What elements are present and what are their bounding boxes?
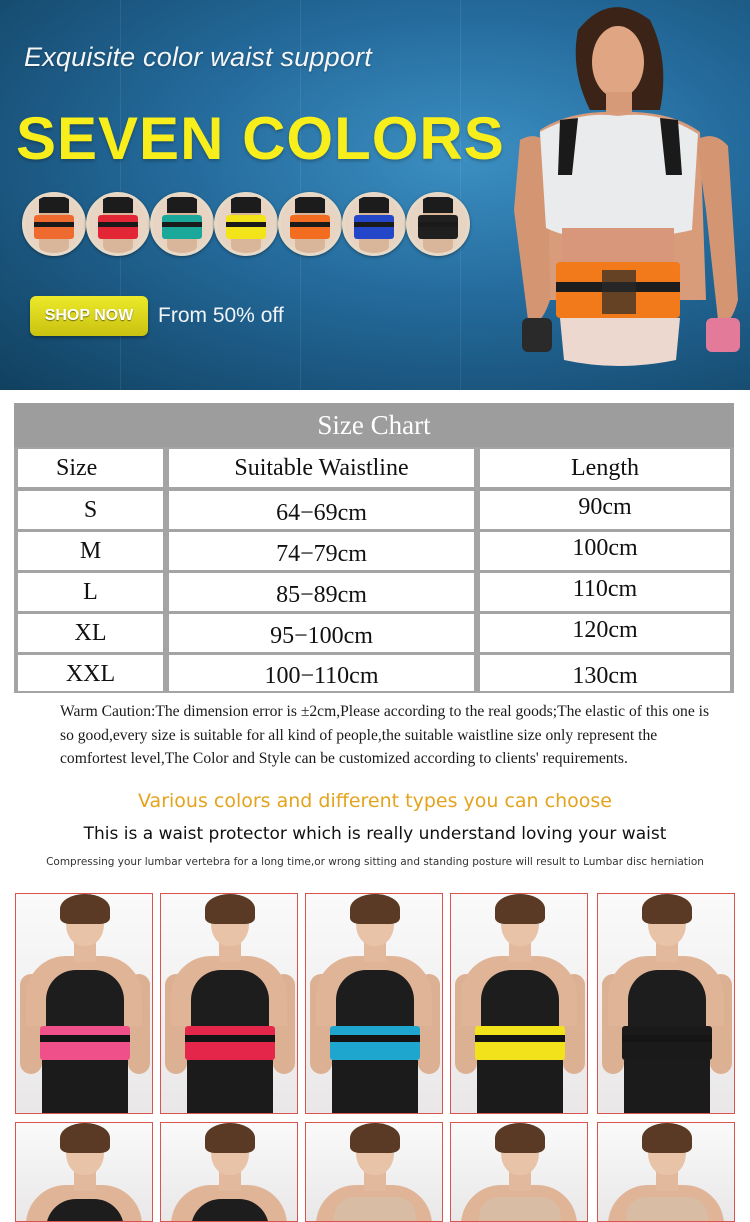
gallery-photo-red-belt[interactable] [160, 893, 298, 1114]
color-swatch-bright-orange[interactable] [278, 192, 342, 256]
slogan: This is a waist protector which is really understand loving your waist [83, 824, 667, 844]
gallery-photo-model[interactable] [15, 1122, 153, 1222]
color-swatch-teal[interactable] [150, 192, 214, 256]
discount-text: From 50% off [158, 304, 284, 327]
color-swatch-red[interactable] [86, 192, 150, 256]
warm-caution-text: Warm Caution:The dimension error is ±2cm,Please according to the real goods;The elastic of this one is so good,every size is suitable for all kind of people,the suitable waistline size only represent the comfortest level,The Color and Style can be customized according to clients' requirements. [60, 703, 710, 767]
promo-banner [0, 0, 750, 390]
color-swatch-row [22, 192, 472, 254]
gallery-photo-pink-belt[interactable] [15, 893, 153, 1114]
color-swatch-yellow[interactable] [214, 192, 278, 256]
table-cell-length: 90cm [480, 491, 730, 529]
gallery-photo-model[interactable] [305, 1122, 443, 1222]
gallery-photo-model[interactable] [450, 1122, 588, 1222]
tagline: Various colors and different types you can choose [138, 790, 612, 812]
table-cell-size: L [18, 573, 163, 611]
column-header-waistline: Suitable Waistline [169, 449, 474, 487]
gallery-photo-yellow-belt[interactable] [450, 893, 588, 1114]
column-header-size: Size [18, 449, 163, 487]
banner-subtitle: Exquisite color waist support [24, 42, 372, 72]
color-swatch-black[interactable] [406, 192, 470, 256]
color-swatch-blue[interactable] [342, 192, 406, 256]
table-cell-waistline: 95−100cm [169, 614, 474, 652]
size-chart-title: Size Chart [14, 403, 734, 447]
table-cell-size: XL [18, 614, 163, 652]
gallery-photo-model[interactable] [160, 1122, 298, 1222]
table-cell-waistline: 85−89cm [169, 573, 474, 611]
size-chart-table [14, 403, 734, 693]
table-cell-length: 100cm [480, 532, 730, 570]
table-cell-size: XXL [18, 655, 163, 691]
health-note: Compressing your lumbar vertebra for a long time,or wrong sitting and standing posture will result to Lumbar disc herniation [46, 856, 704, 868]
gallery-photo-model[interactable] [597, 1122, 735, 1222]
column-header-length: Length [480, 449, 730, 487]
table-cell-length: 120cm [480, 614, 730, 652]
gallery-photo-blue-belt[interactable] [305, 893, 443, 1114]
table-cell-waistline: 64−69cm [169, 491, 474, 529]
shop-now-button[interactable]: SHOP NOW [30, 296, 148, 336]
table-cell-size: S [18, 491, 163, 529]
table-cell-length: 110cm [480, 573, 730, 611]
table-cell-length: 130cm [480, 655, 730, 691]
banner-headline: SEVEN COLORS [16, 105, 505, 172]
model-photo [500, 0, 750, 390]
table-cell-waistline: 74−79cm [169, 532, 474, 570]
color-swatch-orange[interactable] [22, 192, 86, 256]
table-cell-size: M [18, 532, 163, 570]
table-cell-waistline: 100−110cm [169, 655, 474, 691]
gallery-photo-black-belt[interactable] [597, 893, 735, 1114]
